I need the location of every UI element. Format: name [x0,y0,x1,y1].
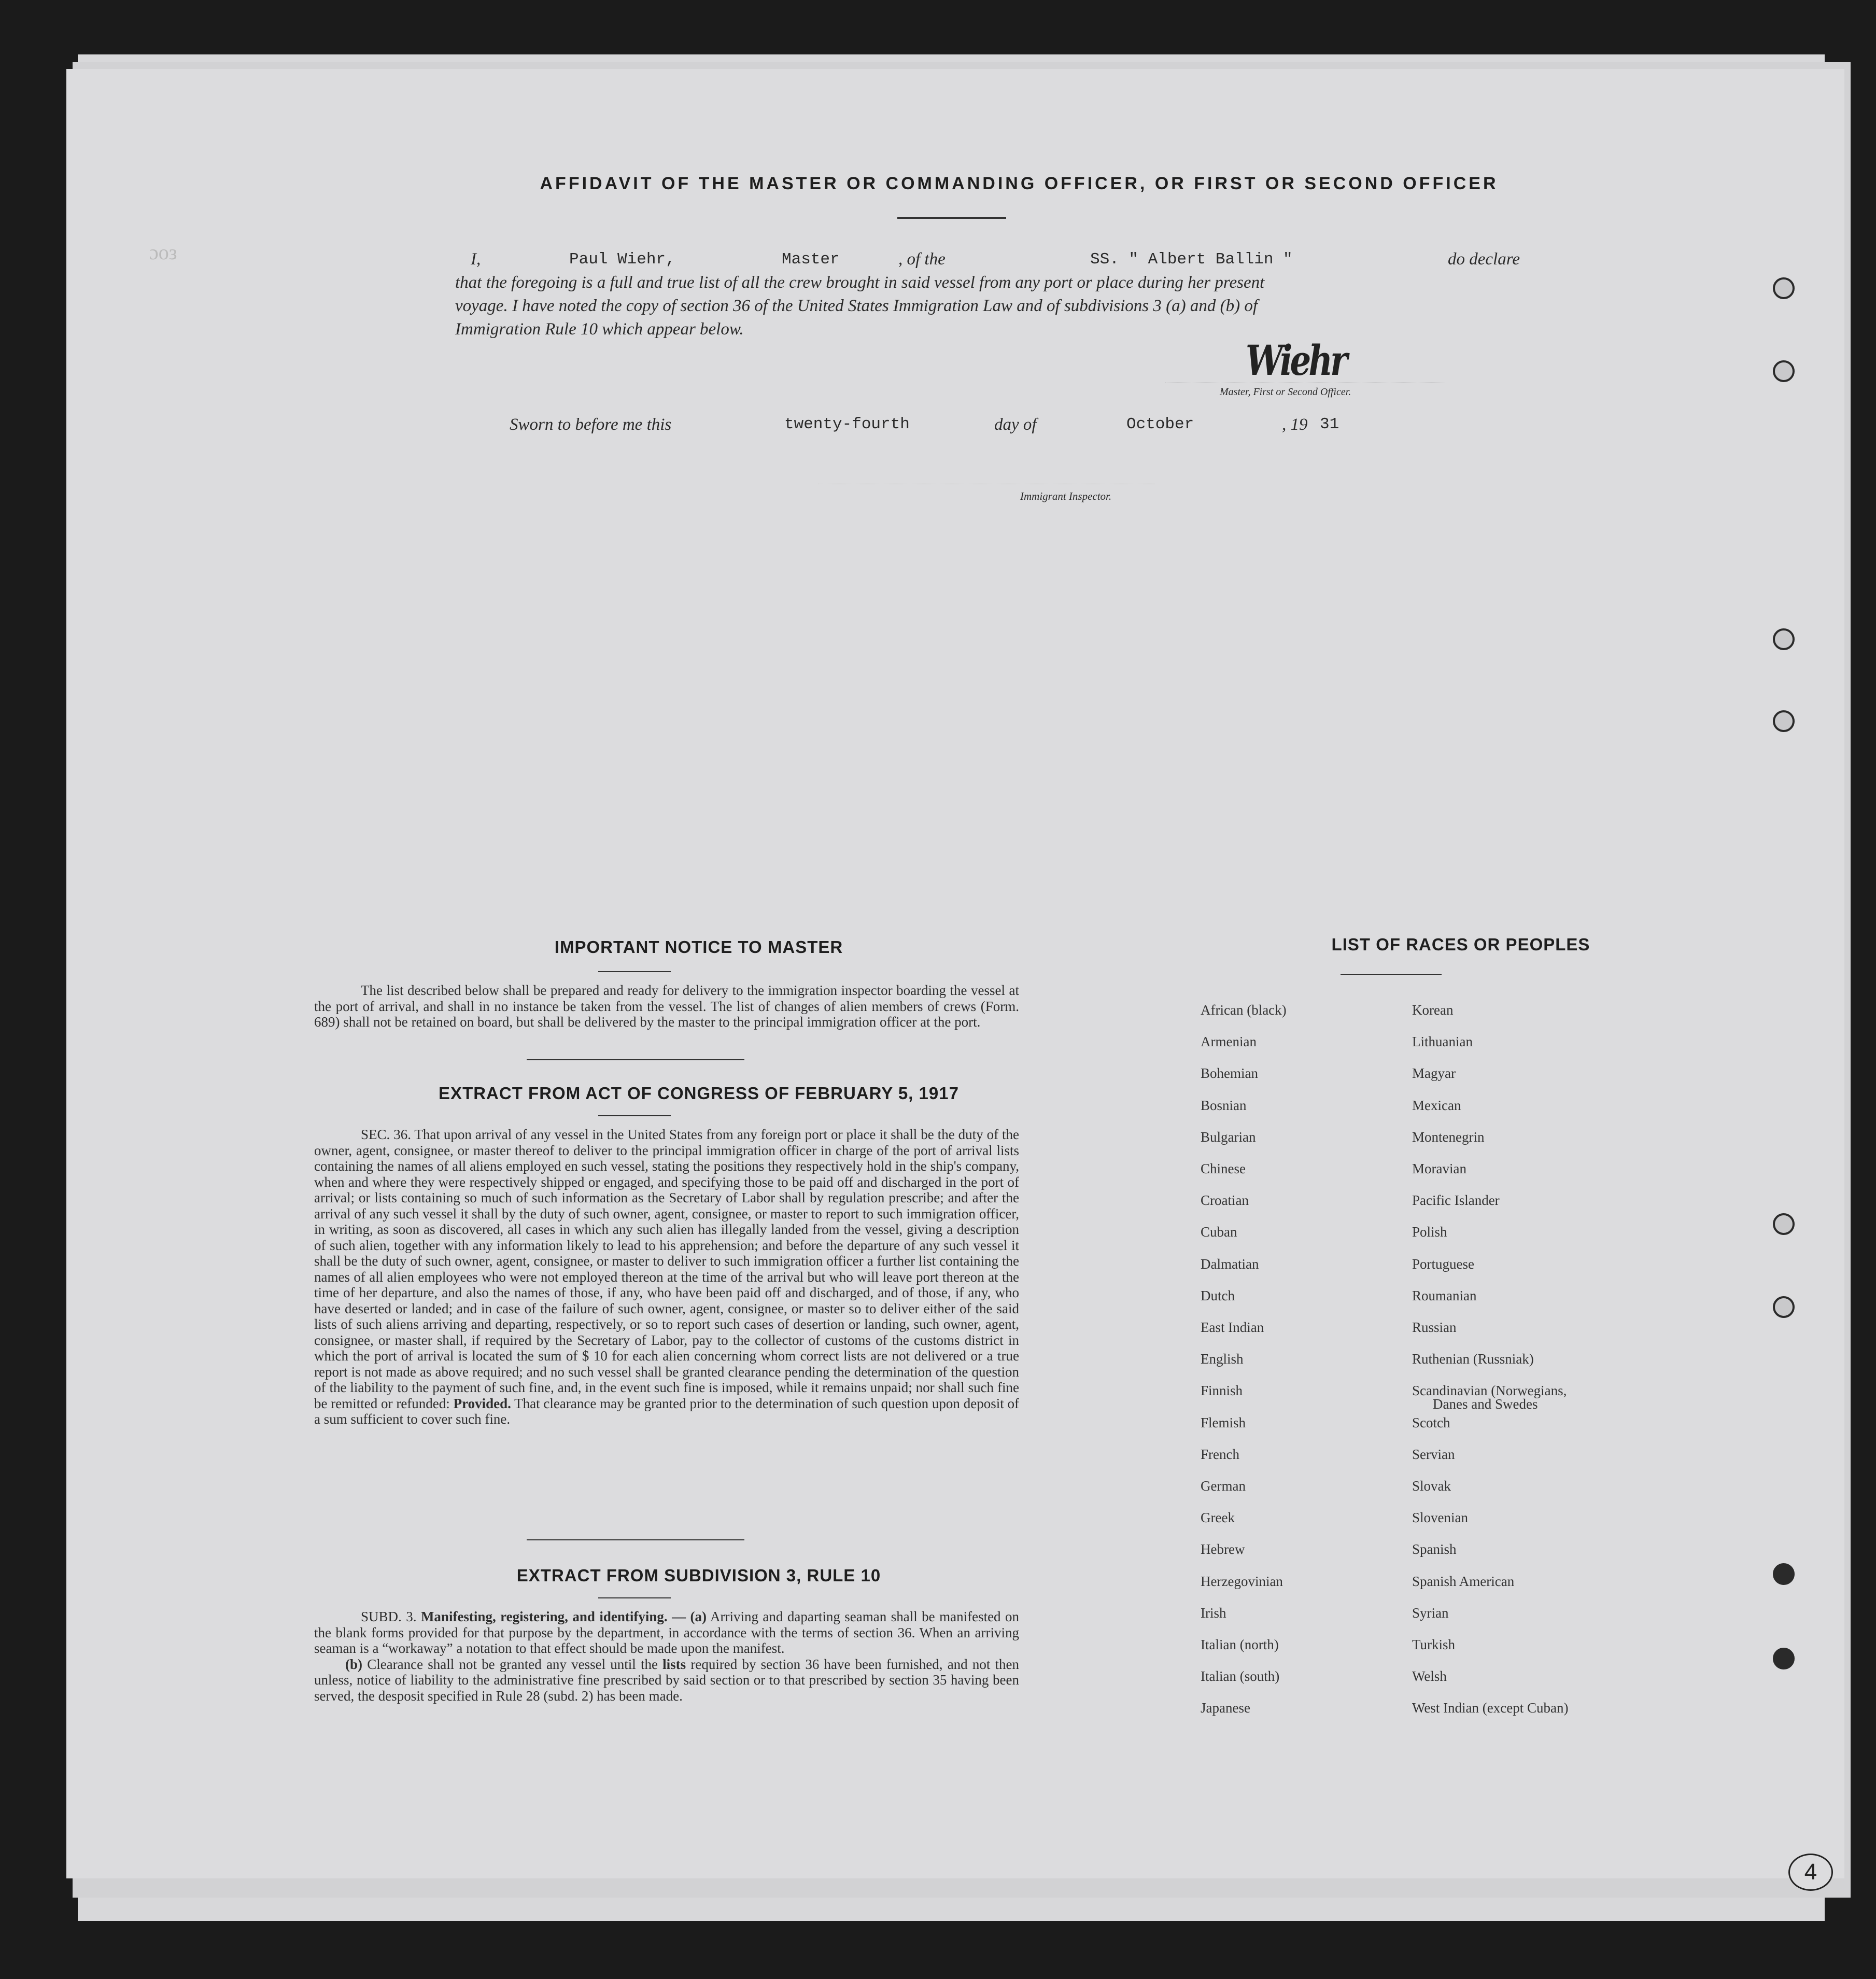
race-item: East Indian [1201,1320,1264,1335]
subd-b-label: (b) [345,1656,362,1672]
race-item: Montenegrin [1412,1129,1485,1145]
master-name: Paul Wiehr, [569,250,675,269]
race-item: Portuguese [1412,1256,1474,1272]
race-item: Armenian [1201,1034,1257,1050]
race-item: Dutch [1201,1287,1235,1303]
race-item: Slovak [1412,1478,1451,1494]
race-item: West Indian (except Cuban) [1412,1700,1569,1716]
binder-hole [1773,710,1795,732]
race-item: German [1201,1478,1246,1494]
subd-b-lists: lists [662,1656,686,1672]
race-item: Chinese [1201,1161,1246,1176]
inspector-caption: Immigrant Inspector. [1020,490,1112,502]
year-prefix: , 19 [1282,415,1308,434]
sworn-month: October [1126,415,1194,433]
race-item: Syrian [1412,1605,1449,1621]
page-number-circle [1788,1854,1833,1891]
affidavit-declaration [455,248,1580,341]
rule-text [314,1609,1019,1704]
race-item: Italian (south) [1201,1668,1280,1685]
race-item: Greek [1201,1510,1235,1526]
race-item: Herzegovinian [1201,1573,1283,1589]
race-item: Scandinavian (Norwegians, [1412,1383,1567,1399]
do-declare-label: do declare [1448,250,1520,269]
race-item: Korean [1412,1002,1454,1018]
race-item: English [1201,1351,1244,1367]
act-paragraph [314,1127,1019,1427]
rule-title: EXTRACT FROM SUBDIVISION 3, RULE 10 [516,1566,881,1585]
race-item: Flemish [1201,1414,1246,1430]
subd-b-text-2: required by section 36 have been furnished, and not then unless, notice of liability to the administrative fine prescribed by said section or to that prescribed by section 35 having been served, the desposit specified in Rule 28 (subd. 2) has been made. [314,1656,1020,1704]
race-item: African (black) [1201,1002,1287,1018]
sworn-line [510,415,1391,439]
race-item: Servian [1412,1446,1455,1462]
race-item: Finnish [1201,1383,1243,1399]
binder-hole [1773,628,1795,650]
affidavit-lead: I, [471,250,481,269]
race-item: Bosnian [1201,1097,1247,1113]
race-item: Japanese [1201,1700,1250,1716]
act-body-end: That clearance may be granted prior to the determination of such question upon deposit of a sum sufficient to cover such fine. [314,1395,1019,1427]
race-item: Magyar [1412,1065,1456,1082]
act-title: EXTRACT FROM ACT OF CONGRESS OF FEBRUARY 5, 1917 [439,1084,959,1103]
signature-caption: Master, First or Second Officer. [1220,386,1351,398]
race-item: Welsh [1412,1668,1447,1685]
race-item: Russian [1412,1320,1457,1335]
rule-paragraph-a [314,1609,1019,1657]
of-the-label: , of the [898,250,946,269]
act-separator [527,1539,744,1540]
race-item-continuation: Danes and Swedes [1433,1396,1538,1412]
notice-title-rule [598,971,671,972]
race-item: Cuban [1201,1224,1237,1240]
act-text [314,1127,1019,1427]
race-item: Scotch [1412,1414,1450,1430]
act-title-rule [598,1115,671,1116]
document-page [66,69,1844,1878]
notice-text [314,983,1019,1030]
master-rank: Master [782,250,840,269]
race-item: Lithuanian [1412,1034,1473,1050]
year-suffix: 31 [1320,415,1339,433]
page-number: 4 [1804,1859,1817,1885]
race-item: Italian (north) [1201,1637,1279,1652]
binder-hole [1773,1563,1795,1585]
declaration-line-4: Immigration Rule 10 which appear below. [455,320,744,339]
binder-hole [1773,1648,1795,1669]
declaration-line-3: voyage. I have noted the copy of section 36 of the United States Immigration Law and of subdivisions 3 (a) and (b) of [455,297,1258,315]
races-title: LIST OF RACES OR PEOPLES [1331,935,1590,954]
binder-hole [1773,1213,1795,1235]
master-signature: Wiehr [1246,336,1346,385]
vessel-name: SS. " Albert Ballin " [1090,250,1293,269]
race-item: Bohemian [1201,1065,1258,1082]
act-provided: Provided. [453,1395,511,1411]
subd-a-text: Arriving and daparting seaman shall be manifested on the blank forms provided for that purpose by the department, in accordance with the terms of section 36. When an arriving seaman is a “workaway” a notation to that effect should be made upon the manifest. [314,1609,1020,1656]
sworn-day: twenty-fourth [784,415,910,433]
binder-hole [1773,360,1795,382]
race-item: Roumanian [1412,1287,1477,1303]
race-item: Slovenian [1412,1510,1468,1526]
race-item: Dalmatian [1201,1256,1259,1272]
affidavit-title-rule [897,217,1006,219]
act-body: SEC. 36. That upon arrival of any vessel in the United States from any foreign port or place it shall be the duty of the owner, agent, consignee, or master thereof to deliver to the principal immigration officer in charge of the port of arrival lists containing the names of all aliens employed en such vessel, stating the positions they respectively hold in the ship's company, when and where they were respectively shipped or engaged, and specifying those to be paid off and discharged in the port of arrival; or lists containing so much of such information as the Secretary of Labor shall by regulation prescribe; and after the arrival of any such vessel it shall by the duty of such owner, agent, consignee, or master to report to such immigration officer, in writing, as soon as discovered, all cases in which any such alien has illegally landed from the vessel, giving a description of such alien, together with any information likely to lead to his apprehension; and before the departure of any such vessel it shall be the duty of such owner, agent, consignee, or master to deliver to such immigration officer a further list containing the names of all alien employees who were not employed thereon at the time of the arrival but who will leave port thereon at the time of her departure, and also the names of those, if any, who have been paid off and discharged, and of those, if any, who have deserted or landed; and in case of the failure of such owner, agent, consignee, or master so to deliver either of the said lists of such aliens arriving and departing, respectively, or so to report such cases of desertion or landing, such owner, agent, consignee, or master shall, if required by the Secretary of Labor, pay to the collector of customs of the customs district in which the port of arrival is located the sum of $ 10 for each alien concerning whom correct lists are not delivered or a true report is not made as above required; and no such vessel shall be granted clearance pending the determination of the question of the liability to the payment of such fine, and, in the event such fine is imposed, while it remains unpaid; nor shall such fine be remitted or refunded: [314,1127,1019,1411]
rule-paragraph-b [314,1657,1019,1704]
race-item: French [1201,1446,1239,1462]
race-item: Croatian [1201,1192,1249,1209]
subd-b-text-1: Clearance shall not be granted any vessel until the [367,1656,658,1672]
rule-title-rule [598,1597,671,1598]
day-of-label: day of [994,415,1037,434]
subd-heading: Manifesting, registering, and identifying. [420,1609,668,1624]
subd-a-label: — (a) [672,1609,707,1624]
notice-separator [527,1059,744,1060]
race-item: Mexican [1412,1097,1461,1113]
sworn-label: Sworn to before me this [510,415,672,434]
notice-title: IMPORTANT NOTICE TO MASTER [554,937,843,957]
affidavit-title: AFFIDAVIT OF THE MASTER OR COMMANDING OFFICER, OR FIRST OR SECOND OFFICER [540,174,1499,193]
binder-hole [1773,277,1795,299]
race-item: Polish [1412,1224,1447,1240]
race-item: Irish [1201,1605,1226,1621]
race-item: Spanish American [1412,1573,1515,1589]
race-item: Pacific Islander [1412,1192,1500,1209]
race-item: Turkish [1412,1637,1456,1652]
notice-paragraph: The list described below shall be prepared and ready for delivery to the immigration inspector boarding the vessel at the port of arrival, and shall in no instance be taken from the vessel. The list of changes of alien members of crews (Form. 689) shall not be retained on board, but shall be delivered by the master to the principal immigration officer at the port. [314,983,1019,1030]
declaration-line-2: that the foregoing is a full and true list of all the crew brought in said vessel from any port or place during her present [455,273,1265,292]
race-item: Spanish [1412,1541,1457,1557]
subd-prefix: SUBD. 3. [361,1609,417,1624]
race-item: Hebrew [1201,1541,1245,1557]
margin-mark: ɔоз [149,241,177,264]
race-item: Moravian [1412,1161,1466,1176]
races-title-rule [1341,974,1442,975]
binder-hole [1773,1296,1795,1318]
race-item: Bulgarian [1201,1129,1256,1145]
race-item: Ruthenian (Russniak) [1412,1351,1534,1367]
